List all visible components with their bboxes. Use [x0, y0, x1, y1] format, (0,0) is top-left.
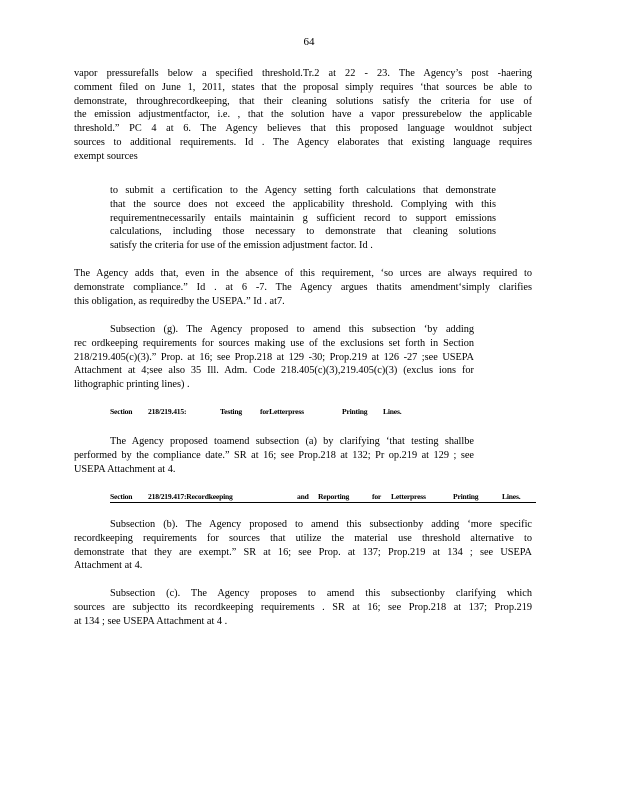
heading-word: Section — [110, 407, 133, 416]
text-line: Attachment at 4. — [74, 560, 143, 572]
block-quote — [110, 184, 496, 253]
paragraph-subsection-g — [74, 323, 474, 392]
text-line: this obligation, as requiredby the USEPA.” Id . at7. — [74, 295, 285, 307]
text-line: performed by the compliance date.” SR at 16; see Prop.218 at 132; Pr op.219 at 129 ; see — [74, 449, 474, 461]
text-line: 218/219.405(c)(3).” Prop. at 16; see Prop.218 at 129 -30; Prop.219 at 126 -27 ;see USEPA — [74, 351, 474, 363]
text-line: threshold.” PC 4 at 6. The Agency believes that this proposed language wouldnot subject — [74, 123, 532, 135]
heading-word: Letterpress — [391, 492, 426, 501]
heading-word: for — [372, 492, 382, 501]
text-line: satisfy the criteria for use of the emission adjustment factor. Id . — [110, 240, 373, 252]
heading-word: Printing — [453, 492, 479, 501]
paragraph-subsection-b — [74, 518, 532, 573]
heading-word: Reporting — [318, 492, 350, 501]
text-line: Subsection (b). The Agency proposed to amend this subsectionby adding ‘more specific — [110, 519, 532, 530]
text-line: to submit a certification to the Agency setting forth calculations that demonstrate — [110, 185, 496, 196]
paragraph-testing — [74, 435, 474, 476]
heading-word: Lines. — [383, 407, 402, 416]
text-line: exempt sources — [74, 150, 138, 162]
heading-word: and — [297, 492, 309, 501]
section-heading-417 — [110, 492, 536, 503]
text-line: Subsection (g). The Agency proposed to amend this subsection ‘by adding — [110, 324, 474, 335]
text-line: demonstrate compliance.” Id . at 6 -7. The Agency argues thatits amendment‘simply clarifies — [74, 281, 532, 293]
heading-word: Printing — [342, 407, 368, 416]
text-line: at 134 ; see USEPA Attachment at 4 . — [74, 615, 228, 627]
paragraph-agency-adds — [74, 267, 532, 308]
text-line: demonstrate that they are exempt.” SR at 16; see Prop. at 137; Prop.219 at 134 ; see USEPA — [74, 546, 532, 558]
text-line: lithographic printing lines) . — [74, 379, 190, 391]
text-line: that the source does not exceed the applicability threshold. Complying with this — [110, 198, 496, 210]
text-line: vapor pressurefalls below a specified threshold.Tr.2 at 22 - 23. The Agency’s post -haering — [74, 68, 532, 79]
text-line: requirementnecessarily entails maintainin g sufficient record to support emissions — [110, 212, 496, 224]
text-line: USEPA Attachment at 4. — [74, 463, 176, 475]
page-number: 64 — [303, 36, 315, 48]
text-line: Attachment at 4;see also 35 Ill. Adm. Code 218.405(c)(3),219.405(c)(3) (exclus ions for — [74, 365, 474, 377]
text-line: The Agency adds that, even in the absence of this requirement, ‘so urces are always required to — [74, 268, 532, 279]
heading-word: forLetterpress — [260, 407, 304, 416]
heading-word: Testing — [220, 407, 242, 416]
text-line: recordkeeping requirements for sources that utilize the material use threshold alternative to — [74, 532, 532, 544]
heading-word: 218/219.417:Recordkeeping — [148, 492, 233, 501]
text-line: the emission adjustmentfactor, i.e. , that the solution have a vapor pressurebelow the applicable — [74, 109, 532, 121]
text-line: calculations, including those necessary to demonstrate that cleaning solutions — [110, 226, 496, 238]
heading-word: Lines. — [502, 492, 521, 501]
heading-word: Section — [110, 492, 133, 501]
text-line: demonstrate, throughrecordkeeping, that their cleaning solutions satisfy the criteria for use of — [74, 95, 532, 107]
heading-word: 218/219.415: — [148, 407, 187, 416]
text-line: sources are subjectto its recordkeeping requirements . SR at 16; see Prop.218 at 137; Prop.219 — [74, 601, 532, 613]
paragraph-subsection-c — [74, 587, 532, 628]
text-line: The Agency proposed toamend subsection (a) by clarifying ‘that testing shallbe — [110, 436, 474, 447]
text-line: comment filed on June 1, 2011, states that the proposal simply requires ‘that sources be able to — [74, 81, 532, 93]
text-line: sources to additional requirements. Id . The Agency elaborates that existing language requires — [74, 136, 532, 148]
text-line: rec ordkeeping requirements for sources making use of the exclusions set forth in Section — [74, 337, 474, 349]
paragraph-vapor-pressure — [74, 67, 532, 164]
text-line: Subsection (c). The Agency proposes to amend this subsectionby clarifying which — [110, 588, 532, 599]
